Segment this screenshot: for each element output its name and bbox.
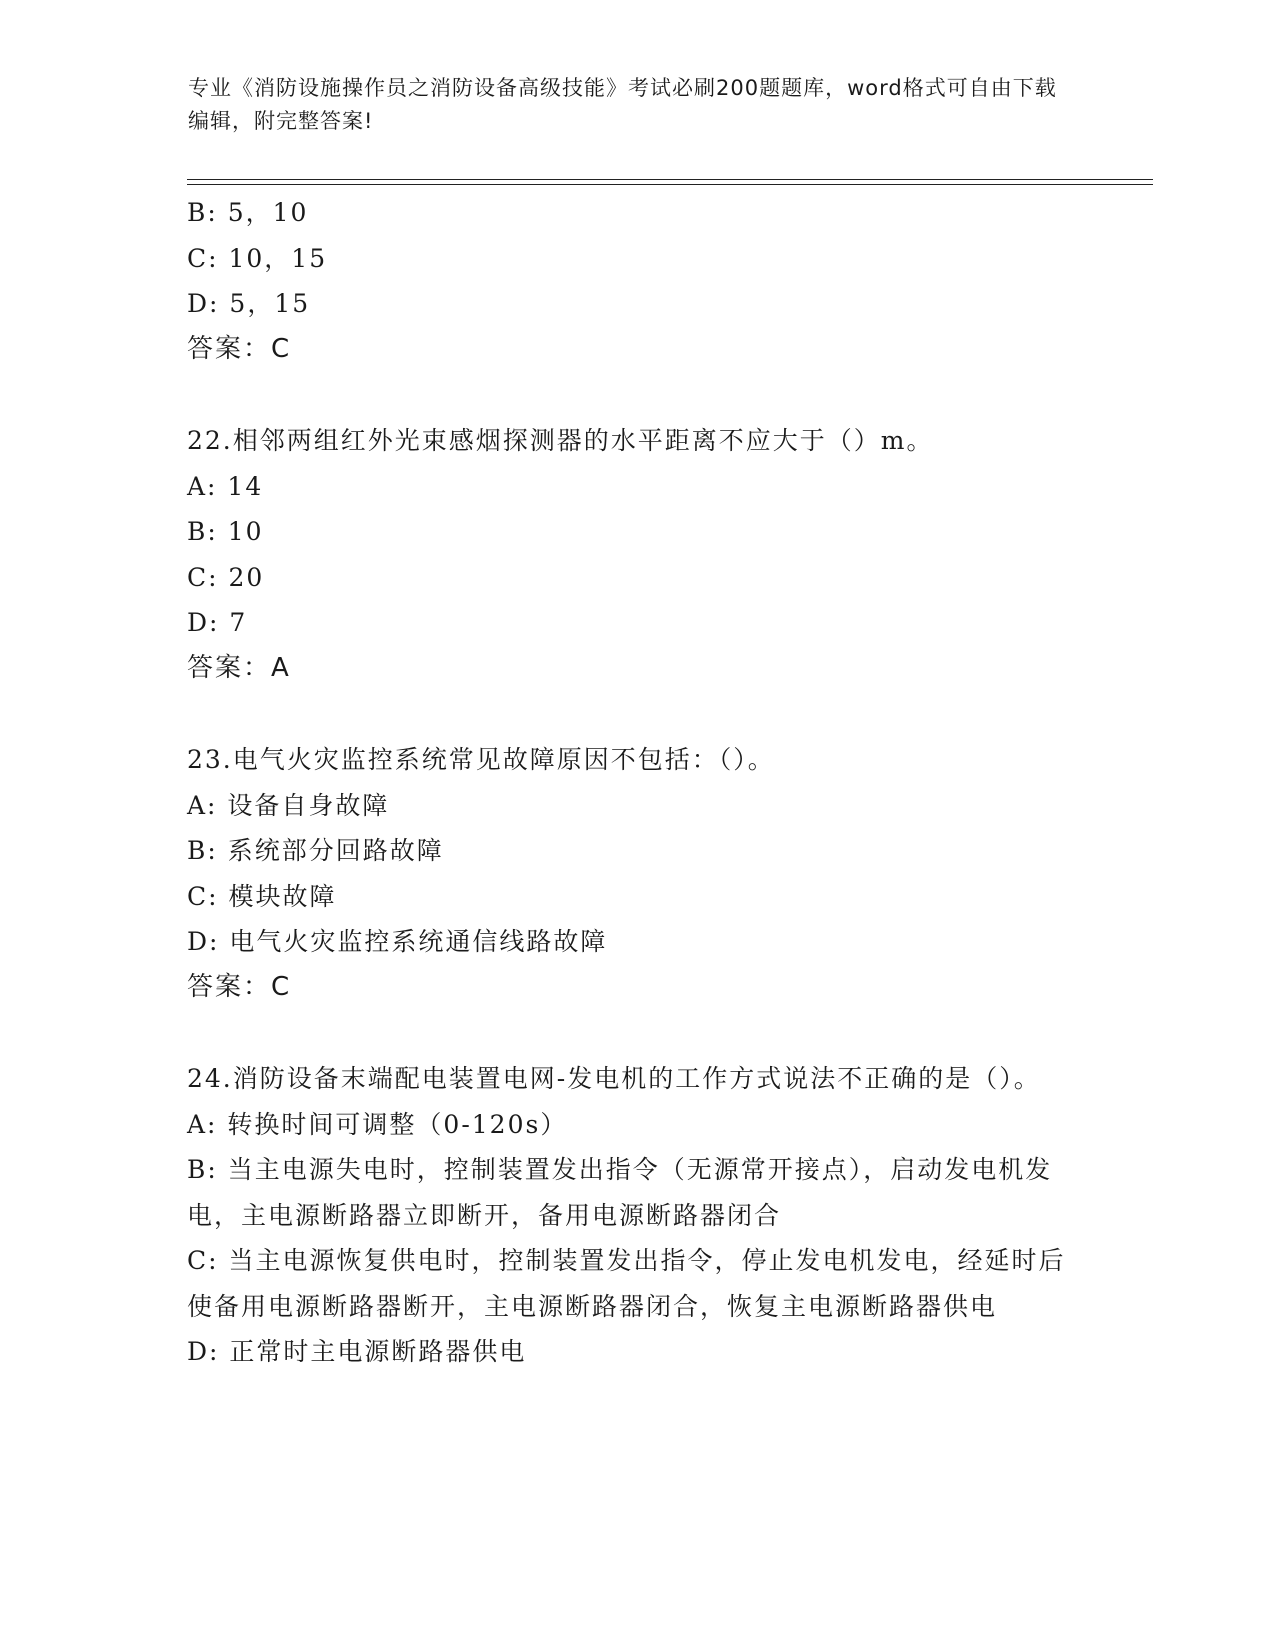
option-b: B: 10 xyxy=(187,517,264,546)
option-d: D: 电气火灾监控系统通信线路故障 xyxy=(187,927,608,956)
document-header: 专业《消防设施操作员之消防设备高级技能》考试必刷200题题库，word格式可自由下载编辑，附完整答案! xyxy=(188,76,1057,133)
option-d: D: 5，15 xyxy=(187,289,311,318)
option-b: B: 5，10 xyxy=(187,198,309,227)
question-21-tail xyxy=(187,190,1087,372)
option-c: C: 10，15 xyxy=(187,243,328,273)
option-d: D: 正常时主电源断路器供电 xyxy=(187,1337,527,1366)
answer: 答案：C xyxy=(187,971,292,1002)
option-c: C: 模块故障 xyxy=(187,881,337,911)
question-stem: 24.消防设备末端配电装置电网-发电机的工作方式说法不正确的是（）。 xyxy=(187,1064,1041,1093)
option-d: D: 7 xyxy=(187,608,248,637)
option-b: B: 当主电源失电时，控制装置发出指令（无源常开接点），启动发电机发电，主电源断路器立即断开，备用电源断路器闭合 xyxy=(187,1155,1053,1230)
header-divider-bottom xyxy=(187,184,1153,185)
answer: 答案：A xyxy=(187,652,291,683)
question-stem: 23.电气火灾监控系统常见故障原因不包括：（）。 xyxy=(187,745,775,774)
header-divider-top xyxy=(187,179,1153,180)
question-list xyxy=(187,190,1087,1375)
option-c: C: 20 xyxy=(187,562,265,592)
option-a: A: 设备自身故障 xyxy=(187,790,390,820)
option-a: A: 转换时间可调整（0-120s） xyxy=(187,1109,568,1139)
question-stem: 22.相邻两组红外光束感烟探测器的水平距离不应大于（）m。 xyxy=(187,426,934,455)
question-22 xyxy=(187,418,1087,691)
question-23 xyxy=(187,737,1087,1010)
answer: 答案：C xyxy=(187,333,292,364)
option-a: A: 14 xyxy=(187,471,264,501)
option-c: C: 当主电源恢复供电时，控制装置发出指令，停止发电机发电，经延时后使备用电源断路器断开，主电源断路器闭合，恢复主电源断路器供电 xyxy=(187,1246,1066,1321)
question-24 xyxy=(187,1056,1087,1375)
option-b: B: 系统部分回路故障 xyxy=(187,836,444,865)
